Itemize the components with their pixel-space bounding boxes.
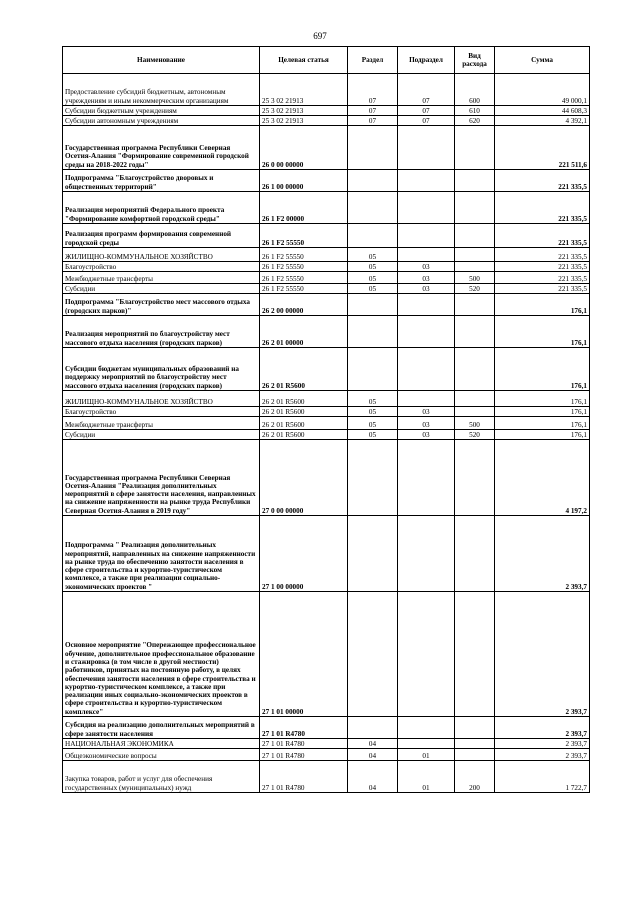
cell-target-article: 26 2 00 00000 xyxy=(260,294,348,316)
cell-section xyxy=(348,316,398,348)
cell-subsection: 01 xyxy=(398,761,455,793)
header-section: Раздел xyxy=(348,47,398,74)
cell-target-article: 27 1 00 00000 xyxy=(260,516,348,592)
cell-subsection: 07 xyxy=(398,106,455,116)
cell-name: Общеэкономические вопросы xyxy=(63,749,260,761)
cell-target-article: 25 3 02 21913 xyxy=(260,106,348,116)
table-row xyxy=(63,116,590,126)
header-subsection: Подраздел xyxy=(398,47,455,74)
table-row xyxy=(63,407,590,417)
cell-sum: 221 335,5 xyxy=(495,262,590,272)
cell-sum: 2 393,7 xyxy=(495,717,590,739)
cell-expense-type: 600 xyxy=(455,74,495,106)
cell-expense-type xyxy=(455,440,495,516)
cell-target-article: 25 3 02 21913 xyxy=(260,74,348,106)
cell-sum: 176,1 xyxy=(495,407,590,417)
cell-name: Межбюджетные трансферты xyxy=(63,417,260,430)
cell-sum: 49 000,1 xyxy=(495,74,590,106)
cell-sum: 1 722,7 xyxy=(495,761,590,793)
cell-sum: 221 335,5 xyxy=(495,272,590,284)
cell-expense-type xyxy=(455,348,495,391)
table-header-row xyxy=(63,47,590,74)
cell-name: Субсидии xyxy=(63,430,260,440)
cell-target-article: 26 2 01 R5600 xyxy=(260,417,348,430)
cell-section: 05 xyxy=(348,417,398,430)
cell-sum: 176,1 xyxy=(495,417,590,430)
cell-expense-type xyxy=(455,294,495,316)
cell-target-article: 26 2 01 R5600 xyxy=(260,391,348,407)
cell-name: Реализация мероприятий Федерального проекта "Формирование комфортной городской среды" xyxy=(63,192,260,224)
cell-sum: 176,1 xyxy=(495,316,590,348)
table-row xyxy=(63,248,590,262)
cell-subsection: 01 xyxy=(398,749,455,761)
cell-section xyxy=(348,516,398,592)
cell-expense-type: 500 xyxy=(455,417,495,430)
cell-expense-type xyxy=(455,316,495,348)
cell-sum: 221 335,5 xyxy=(495,284,590,294)
cell-subsection xyxy=(398,248,455,262)
cell-target-article: 27 1 01 R4780 xyxy=(260,749,348,761)
cell-section xyxy=(348,592,398,717)
header-expense-type: Вид расхода xyxy=(455,47,495,74)
cell-section: 05 xyxy=(348,391,398,407)
cell-section xyxy=(348,170,398,192)
cell-name: Благоустройство xyxy=(63,407,260,417)
table-row xyxy=(63,417,590,430)
cell-target-article: 26 1 F2 55550 xyxy=(260,272,348,284)
table-row xyxy=(63,316,590,348)
table-row xyxy=(63,440,590,516)
cell-expense-type xyxy=(455,192,495,224)
cell-expense-type xyxy=(455,224,495,248)
cell-name: Благоустройство xyxy=(63,262,260,272)
cell-target-article: 26 1 F2 55550 xyxy=(260,262,348,272)
table-row xyxy=(63,739,590,749)
cell-sum: 2 393,7 xyxy=(495,516,590,592)
cell-target-article: 27 1 01 R4780 xyxy=(260,717,348,739)
cell-name: Государственная программа Республики Северная Осетия-Алания "Формирование современной городской среды на 2018-2022 годы" xyxy=(63,126,260,170)
cell-target-article: 26 1 00 00000 xyxy=(260,170,348,192)
table-row xyxy=(63,516,590,592)
cell-subsection xyxy=(398,316,455,348)
cell-expense-type xyxy=(455,248,495,262)
table-row xyxy=(63,294,590,316)
cell-target-article: 26 1 F2 55550 xyxy=(260,248,348,262)
cell-subsection xyxy=(398,348,455,391)
table-row xyxy=(63,170,590,192)
cell-name: Государственная программа Республики Северная Осетия-Алания "Реализация дополнительных мероприятий в сфере занятости населения, направленных на снижение напряженности на рынке труда Республики Северная Осетия-Алания в 2019 году" xyxy=(63,440,260,516)
cell-expense-type: 500 xyxy=(455,272,495,284)
cell-name: Субсидия на реализацию дополнительных мероприятий в сфере занятости населения xyxy=(63,717,260,739)
cell-sum: 2 393,7 xyxy=(495,739,590,749)
cell-target-article: 27 0 00 00000 xyxy=(260,440,348,516)
cell-subsection: 03 xyxy=(398,417,455,430)
table-row xyxy=(63,761,590,793)
cell-expense-type xyxy=(455,739,495,749)
table-row xyxy=(63,126,590,170)
cell-name: Подпрограмма "Благоустройство дворовых и общественных территорий" xyxy=(63,170,260,192)
cell-target-article: 26 1 F2 55550 xyxy=(260,284,348,294)
cell-name: Закупка товаров, работ и услуг для обеспечения государственных (муниципальных) нужд xyxy=(63,761,260,793)
cell-sum: 2 393,7 xyxy=(495,749,590,761)
cell-sum: 4 197,2 xyxy=(495,440,590,516)
cell-section xyxy=(348,224,398,248)
cell-expense-type: 520 xyxy=(455,430,495,440)
cell-section xyxy=(348,126,398,170)
cell-subsection xyxy=(398,192,455,224)
cell-target-article: 26 2 01 R5600 xyxy=(260,348,348,391)
table-row xyxy=(63,106,590,116)
cell-subsection xyxy=(398,516,455,592)
table-row xyxy=(63,348,590,391)
cell-sum: 176,1 xyxy=(495,430,590,440)
cell-expense-type: 610 xyxy=(455,106,495,116)
cell-sum: 176,1 xyxy=(495,348,590,391)
page-number: 697 xyxy=(313,31,327,41)
cell-target-article: 26 2 01 00000 xyxy=(260,316,348,348)
cell-section xyxy=(348,294,398,316)
cell-subsection xyxy=(398,170,455,192)
cell-section: 05 xyxy=(348,248,398,262)
cell-section: 07 xyxy=(348,74,398,106)
cell-subsection xyxy=(398,717,455,739)
table-row xyxy=(63,284,590,294)
cell-section: 05 xyxy=(348,262,398,272)
cell-expense-type xyxy=(455,717,495,739)
cell-target-article: 26 1 F2 55550 xyxy=(260,224,348,248)
cell-section xyxy=(348,440,398,516)
cell-subsection xyxy=(398,126,455,170)
cell-name: Субсидии бюджетным учреждениям xyxy=(63,106,260,116)
cell-section: 07 xyxy=(348,116,398,126)
cell-sum: 221 335,5 xyxy=(495,170,590,192)
cell-target-article: 26 2 01 R5600 xyxy=(260,407,348,417)
header-name: Наименование xyxy=(63,47,260,74)
cell-target-article: 27 1 01 00000 xyxy=(260,592,348,717)
cell-sum: 4 392,1 xyxy=(495,116,590,126)
cell-name: Межбюджетные трансферты xyxy=(63,272,260,284)
cell-sum: 176,1 xyxy=(495,294,590,316)
cell-section: 04 xyxy=(348,739,398,749)
header-sum: Сумма xyxy=(495,47,590,74)
table-row xyxy=(63,717,590,739)
cell-section: 04 xyxy=(348,761,398,793)
cell-target-article: 25 3 02 21913 xyxy=(260,116,348,126)
cell-expense-type xyxy=(455,516,495,592)
cell-section: 05 xyxy=(348,272,398,284)
cell-section xyxy=(348,717,398,739)
cell-subsection: 03 xyxy=(398,272,455,284)
table-row xyxy=(63,224,590,248)
cell-subsection xyxy=(398,391,455,407)
table-body xyxy=(63,74,590,793)
cell-sum: 176,1 xyxy=(495,391,590,407)
cell-name: Предоставление субсидий бюджетным, автономным учреждениям и иным некоммерческим организациям xyxy=(63,74,260,106)
cell-expense-type xyxy=(455,407,495,417)
table-row xyxy=(63,592,590,717)
cell-expense-type xyxy=(455,749,495,761)
cell-name: ЖИЛИЩНО-КОММУНАЛЬНОЕ ХОЗЯЙСТВО xyxy=(63,391,260,407)
cell-name: Субсидии xyxy=(63,284,260,294)
table-row xyxy=(63,74,590,106)
cell-sum: 221 335,5 xyxy=(495,248,590,262)
cell-name: Основное мероприятие "Опережающее профессиональное обучение, дополнительное профессиональное образование и стажировка (в том числе в другой местности) работников, принятых на постоянную работу, в целях обеспечения занятости населения в сфере строительства и курортно-туристическом комплексе, а также при реализации иных социально-экономических проектов в сфере строительства и курортно-туристическом комплексе" xyxy=(63,592,260,717)
budget-table xyxy=(62,46,590,793)
cell-subsection: 03 xyxy=(398,430,455,440)
cell-subsection xyxy=(398,739,455,749)
cell-section: 05 xyxy=(348,430,398,440)
cell-target-article: 26 2 01 R5600 xyxy=(260,430,348,440)
cell-section: 05 xyxy=(348,284,398,294)
cell-subsection: 03 xyxy=(398,262,455,272)
cell-expense-type xyxy=(455,391,495,407)
cell-target-article: 26 1 F2 00000 xyxy=(260,192,348,224)
cell-section: 04 xyxy=(348,749,398,761)
cell-sum: 221 511,6 xyxy=(495,126,590,170)
cell-expense-type xyxy=(455,126,495,170)
cell-subsection xyxy=(398,224,455,248)
cell-expense-type xyxy=(455,170,495,192)
cell-subsection: 07 xyxy=(398,74,455,106)
cell-subsection: 03 xyxy=(398,407,455,417)
cell-sum: 221 335,5 xyxy=(495,224,590,248)
cell-expense-type: 520 xyxy=(455,284,495,294)
cell-sum: 221 335,5 xyxy=(495,192,590,224)
cell-name: ЖИЛИЩНО-КОММУНАЛЬНОЕ ХОЗЯЙСТВО xyxy=(63,248,260,262)
cell-target-article: 26 0 00 00000 xyxy=(260,126,348,170)
cell-subsection: 03 xyxy=(398,284,455,294)
cell-section: 05 xyxy=(348,407,398,417)
cell-section: 07 xyxy=(348,106,398,116)
cell-section xyxy=(348,348,398,391)
header-target-article: Целевая статья xyxy=(260,47,348,74)
cell-target-article: 27 1 01 R4780 xyxy=(260,761,348,793)
cell-name: Подпрограмма "Благоустройство мест массового отдыха (городских парков)" xyxy=(63,294,260,316)
table-row xyxy=(63,192,590,224)
cell-name: НАЦИОНАЛЬНАЯ ЭКОНОМИКА xyxy=(63,739,260,749)
table-row xyxy=(63,391,590,407)
cell-name: Субсидии бюджетам муниципальных образований на поддержку мероприятий по благоустройству мест массового отдыха населения (городских парков) xyxy=(63,348,260,391)
cell-sum: 44 608,3 xyxy=(495,106,590,116)
cell-section xyxy=(348,192,398,224)
cell-expense-type xyxy=(455,262,495,272)
cell-name: Подпрограмма " Реализация дополнительных мероприятий, направленных на снижение напряженности на рынке труда по обеспечению занятости населения в сфере строительства и курортно-туристическом комплексе, а также при реализации социально-экономических проектов " xyxy=(63,516,260,592)
cell-subsection xyxy=(398,440,455,516)
cell-expense-type xyxy=(455,592,495,717)
cell-sum: 2 393,7 xyxy=(495,592,590,717)
cell-target-article: 27 1 01 R4780 xyxy=(260,739,348,749)
cell-subsection: 07 xyxy=(398,116,455,126)
cell-expense-type: 620 xyxy=(455,116,495,126)
cell-subsection xyxy=(398,294,455,316)
table-row xyxy=(63,430,590,440)
cell-name: Реализация мероприятий по благоустройству мест массового отдыха населения (городских парков) xyxy=(63,316,260,348)
cell-name: Реализация программ формирования современной городской среды xyxy=(63,224,260,248)
cell-name: Субсидии автономным учреждениям xyxy=(63,116,260,126)
cell-expense-type: 200 xyxy=(455,761,495,793)
table-row xyxy=(63,272,590,284)
cell-subsection xyxy=(398,592,455,717)
table-row xyxy=(63,749,590,761)
table-row xyxy=(63,262,590,272)
